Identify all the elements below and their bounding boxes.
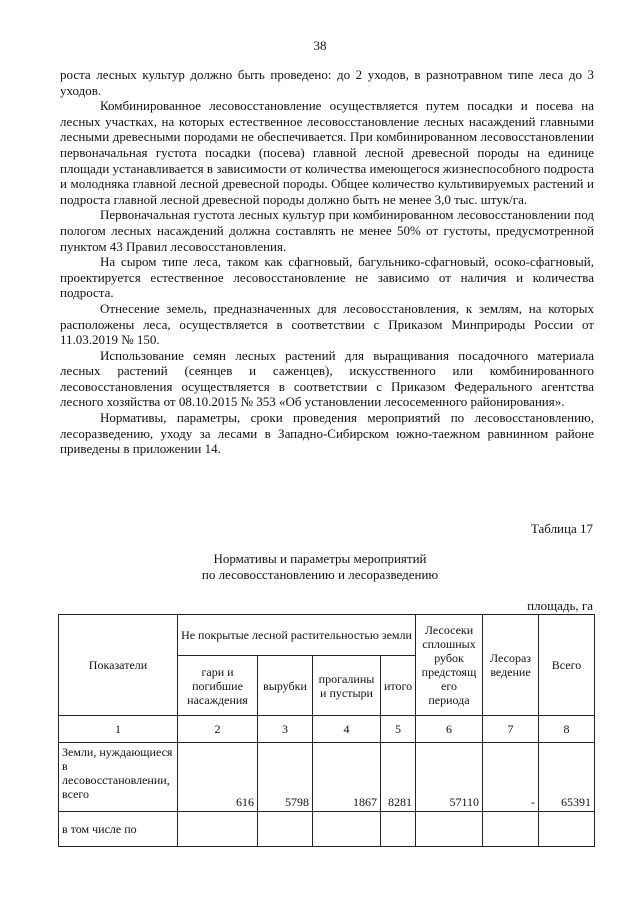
table-cell: 616	[178, 743, 258, 812]
table-row	[59, 743, 595, 812]
header-total: Всего	[539, 615, 595, 716]
table-cell	[178, 812, 258, 847]
header-clearcut: Лесосеки сплошных рубок предстоящ его периода	[416, 615, 483, 716]
table-cell	[313, 812, 381, 847]
table-cell: 8281	[381, 743, 416, 812]
column-number: 3	[258, 716, 313, 743]
column-number: 2	[178, 716, 258, 743]
table-title-line: Нормативы и параметры мероприятий	[213, 551, 427, 566]
column-number-row	[59, 716, 595, 743]
table-cell: 65391	[539, 743, 595, 812]
table-label: Таблица 17	[530, 521, 593, 536]
body-text	[60, 67, 594, 457]
column-number: 1	[59, 716, 178, 743]
table-cell: 1867	[313, 743, 381, 812]
column-number: 4	[313, 716, 381, 743]
paragraph: Первоначальная густота лесных культур при комбинированном лесовосстановлении под пологом лесных насаждений должна составлять не менее 50% от густоты, предусмотренной пунктом 43 Правил лесовосстановления.	[60, 207, 594, 254]
table-cell: -	[483, 743, 539, 812]
column-number: 7	[483, 716, 539, 743]
row-label: Земли, нуждающиеся в лесовосстановлении, всего	[59, 743, 178, 812]
table-cell	[258, 812, 313, 847]
paragraph: роста лесных культур должно быть проведено: до 2 уходов, в разнотравном типе леса до 3 уходов.	[60, 67, 594, 98]
header-afforestation: Лесораз ведение	[483, 615, 539, 716]
column-number: 5	[381, 716, 416, 743]
header-indicators: Показатели	[59, 615, 178, 716]
page-number: 38	[313, 38, 327, 53]
header-not-covered: Не покрытые лесной растительностью земли	[178, 615, 416, 656]
paragraph: На сыром типе леса, таком как сфагновый, багульнико-сфагновый, осоко-сфагновый, проектируется естественное лесовосстановление не зависимо от наличия и количества подроста.	[60, 254, 594, 301]
paragraph: Отнесение земель, предназначенных для лесовосстановления, к землям, на которых расположены леса, осуществляется в соответствии с Приказом Минприроды России от 11.03.2019 № 150.	[60, 300, 594, 348]
table-cell: 57110	[416, 743, 483, 812]
table-title	[0, 551, 640, 583]
header-glades: прогалины и пустыри	[313, 656, 381, 716]
table-unit: площадь, га	[527, 598, 593, 613]
table-row	[59, 812, 595, 847]
paragraph: Нормативы, параметры, сроки проведения мероприятий по лесовосстановлению, лесоразведению, уходу за лесами в Западно-Сибирском южно-таежном равнинном районе приведены в приложении 14.	[60, 410, 594, 457]
table-cell	[381, 812, 416, 847]
column-number: 8	[539, 716, 595, 743]
table-title-line: по лесовосстановлению и лесоразведению	[201, 567, 439, 582]
table-cell: 5798	[258, 743, 313, 812]
paragraph: Комбинированное лесовосстановление осуществляется путем посадки и посева на лесных участках, на которых естественное лесовосстановление лесных насаждений главными лесными древесными породами не обеспечивается. При комбинированном лесовосстановлении первоначальная густота посадки (посева) главной лесной древесной породы на единице площади устанавливается в зависимости от количества имеющегося жизнеспособного подроста и молодняка главной лесной древесной породы. Общее количество культивируемых растений и подроста главной лесной древесной породы должно быть не менее 3,0 тыс. штук/га.	[60, 98, 594, 207]
table-header-row	[59, 615, 595, 656]
column-number: 6	[416, 716, 483, 743]
table-cell	[539, 812, 595, 847]
row-label: в том числе по	[59, 812, 178, 847]
header-total-sub: итого	[381, 656, 416, 716]
table-cell	[483, 812, 539, 847]
header-cuttings: вырубки	[258, 656, 313, 716]
header-burnt: гари и погибшие насаждения	[178, 656, 258, 716]
paragraph: Использование семян лесных растений для выращивания посадочного материала лесных растений (сеянцев и саженцев), искусственного или комбинированного лесовосстановления осуществляется в соответствии с Приказом Федерального агентства лесного хозяйства от 08.10.2015 № 353 «Об установлении лесосеменного районирования».	[60, 347, 594, 410]
table-cell	[416, 812, 483, 847]
data-table	[58, 614, 595, 847]
